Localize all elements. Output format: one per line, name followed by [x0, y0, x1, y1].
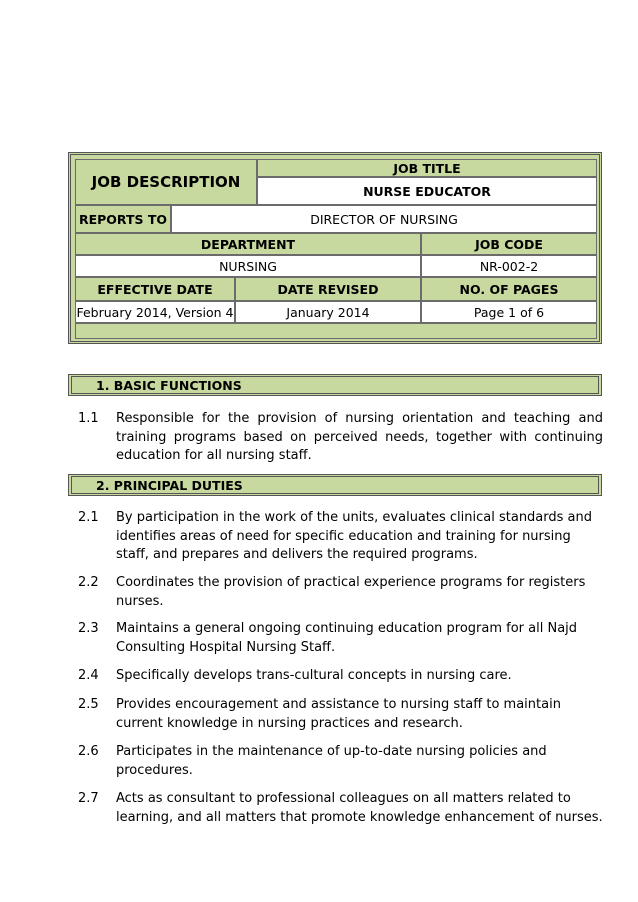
item-text: Provides encouragement and assistance to nursing staff to maintain current knowledge in nursing practices and research. [116, 697, 561, 731]
list-item [78, 509, 603, 565]
item-number: 1.1 [78, 411, 99, 426]
item-text: Participates in the maintenance of up-to-date nursing policies and procedures. [116, 744, 547, 778]
effective-date-label: EFFECTIVE DATE [75, 277, 235, 301]
item-text: Maintains a general ongoing continuing education program for all Najd Consulting Hospital Nursing Staff. [116, 621, 578, 655]
job-code-value: NR-002-2 [421, 255, 597, 277]
department-value: NURSING [75, 255, 421, 277]
department-label: DEPARTMENT [75, 233, 421, 255]
date-revised-value: January 2014 [235, 301, 421, 323]
job-title-value: NURSE EDUCATOR [257, 177, 597, 205]
item-number: 2.2 [78, 575, 99, 590]
effective-date-value: February 2014, Version 4 [75, 301, 235, 323]
job-title-label: JOB TITLE [257, 159, 597, 177]
job-header-table [68, 152, 602, 344]
reports-to-value: DIRECTOR OF NURSING [171, 205, 597, 233]
list-item [78, 790, 603, 828]
item-number: 2.4 [78, 668, 99, 683]
pages-label: NO. OF PAGES [421, 277, 597, 301]
section-basic-functions: 1. BASIC FUNCTIONS [68, 374, 602, 396]
item-number: 2.1 [78, 510, 99, 525]
list-item [78, 667, 603, 687]
item-text: By participation in the work of the units, evaluates clinical standards and identifies areas of need for specific education and training for nursing staff, and prepares and delivers the required programs. [116, 510, 593, 562]
item-number: 2.6 [78, 744, 99, 759]
list-item [78, 696, 603, 734]
job-code-label: JOB CODE [421, 233, 597, 255]
item-text: Specifically develops trans-cultural concepts in nursing care. [116, 668, 512, 683]
date-revised-label: DATE REVISED [235, 277, 421, 301]
list-item [78, 620, 603, 658]
item-number: 2.3 [78, 621, 99, 636]
item-number: 2.5 [78, 697, 99, 712]
item-text: Acts as consultant to professional colleagues on all matters related to learning, and all matters that promote knowledge enhancement of nurses. [116, 791, 603, 825]
list-item [78, 743, 603, 781]
item-number: 2.7 [78, 791, 99, 806]
list-item [78, 574, 603, 612]
pages-value: Page 1 of 6 [421, 301, 597, 323]
item-text: Coordinates the provision of practical experience programs for registers nurses. [116, 575, 586, 609]
header-footer-strip [75, 323, 597, 339]
reports-to-label: REPORTS TO [75, 205, 171, 233]
job-description-label: JOB DESCRIPTION [75, 159, 257, 205]
list-item [78, 410, 603, 466]
section-principal-duties: 2. PRINCIPAL DUTIES [68, 474, 602, 496]
item-text: Responsible for the provision of nursing orientation and teaching and training programs based on perceived needs, together with continuing education for all nursing staff. [116, 411, 603, 463]
